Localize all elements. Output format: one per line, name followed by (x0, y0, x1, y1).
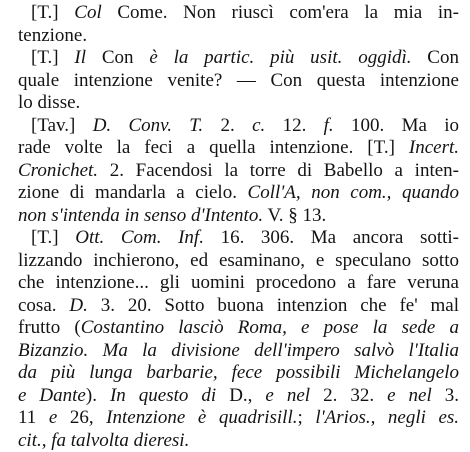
text-segment: Con (86, 47, 149, 68)
dictionary-page (18, 2, 459, 452)
text-segment: 2. (203, 115, 252, 136)
text-segment: ; (298, 407, 316, 428)
text-line (18, 430, 459, 452)
italic-text: Cronichet. (18, 160, 98, 181)
text-segment: quale intenzione venite? — Con questa intenzione (18, 70, 459, 91)
text-segment: Con (412, 47, 459, 68)
italic-text: e (49, 407, 57, 428)
entry-paragraph (18, 227, 459, 452)
text-line (18, 115, 459, 138)
text-segment: che intenzione... gli uomini procedono a fare veruna (18, 272, 459, 293)
italic-text: c. (252, 115, 265, 136)
text-segment: 2. Facendosi la torre di Babello a inten- (98, 160, 459, 181)
text-line (18, 317, 459, 340)
text-segment: Come. Non riuscì com'era la mia in- (102, 2, 459, 23)
italic-text: da più lunga barbarie, fece possibili Michelangelo (18, 362, 459, 383)
text-segment: 100. Ma io (334, 115, 459, 136)
text-segment: 3. 20. Sotto buona intenzion che fe' mal (88, 295, 459, 316)
text-line (18, 205, 459, 228)
italic-text: f. (324, 115, 334, 136)
text-line (18, 227, 459, 250)
text-segment: cosa. (18, 295, 69, 316)
text-line (18, 47, 459, 70)
text-segment: V. § 13. (263, 205, 326, 226)
text-segment: 16. 306. Ma ancora sotti- (204, 227, 459, 248)
text-segment: 26, (57, 407, 106, 428)
italic-text: Col (74, 2, 101, 23)
entry-paragraph (18, 2, 459, 47)
italic-text: Ott. Com. Inf. (75, 227, 204, 248)
text-segment: 2. 32. (310, 385, 387, 406)
italic-text: è la partic. più usit. oggidì. (149, 47, 411, 68)
italic-text: D. (69, 295, 87, 316)
text-line (18, 407, 459, 430)
text-segment: 11 (18, 407, 49, 428)
text-line (18, 70, 459, 93)
italic-text: In questo di (110, 385, 216, 406)
italic-text: Incert. (409, 137, 459, 158)
text-segment: [Tav.] (31, 115, 93, 136)
text-line (18, 92, 459, 115)
italic-text: Il (74, 47, 86, 68)
text-line (18, 340, 459, 363)
italic-text: non s'intenda in senso d'Intento. (18, 205, 263, 226)
entry-paragraph (18, 115, 459, 228)
text-segment: ). (86, 385, 110, 406)
italic-text: e nel (265, 385, 310, 406)
text-segment: 12. (265, 115, 323, 136)
text-line (18, 250, 459, 273)
italic-text: Coll'A, non com., quando (248, 182, 459, 203)
italic-text: Bizanzio. Ma la divisione dell'impero salvò l'Italia (18, 340, 459, 361)
text-segment: 3. (432, 385, 459, 406)
italic-text: cit., fa talvolta dieresi. (18, 430, 189, 451)
italic-text: l'Arios., negli es. (315, 407, 459, 428)
text-line (18, 25, 459, 48)
text-segment: zione di mandarla a cielo. (18, 182, 248, 203)
text-line (18, 160, 459, 183)
text-line (18, 182, 459, 205)
entry-paragraph (18, 47, 459, 115)
text-line (18, 362, 459, 385)
text-line (18, 272, 459, 295)
italic-text: Costantino lasciò Roma, e pose la sede a (81, 317, 459, 338)
text-segment: lizzando inchierono, ed esaminano, e speculano sotto (18, 250, 459, 271)
italic-text: e Dante (18, 385, 86, 406)
italic-text: D. Conv. T. (93, 115, 203, 136)
text-segment: lo disse. (18, 92, 80, 113)
text-line (18, 137, 459, 160)
text-segment: D., (216, 385, 265, 406)
text-line (18, 385, 459, 408)
text-segment: [T.] (31, 227, 75, 248)
text-segment: [T.] (31, 2, 74, 23)
text-segment: frutto ( (18, 317, 81, 338)
italic-text: Intenzione è quadrisill. (106, 407, 297, 428)
text-segment: [T.] (31, 47, 74, 68)
text-segment: tenzione. (18, 25, 87, 46)
text-segment: rade volte la feci a quella intenzione. [T.] (18, 137, 409, 158)
text-line (18, 2, 459, 25)
italic-text: e nel (387, 385, 432, 406)
text-line (18, 295, 459, 318)
